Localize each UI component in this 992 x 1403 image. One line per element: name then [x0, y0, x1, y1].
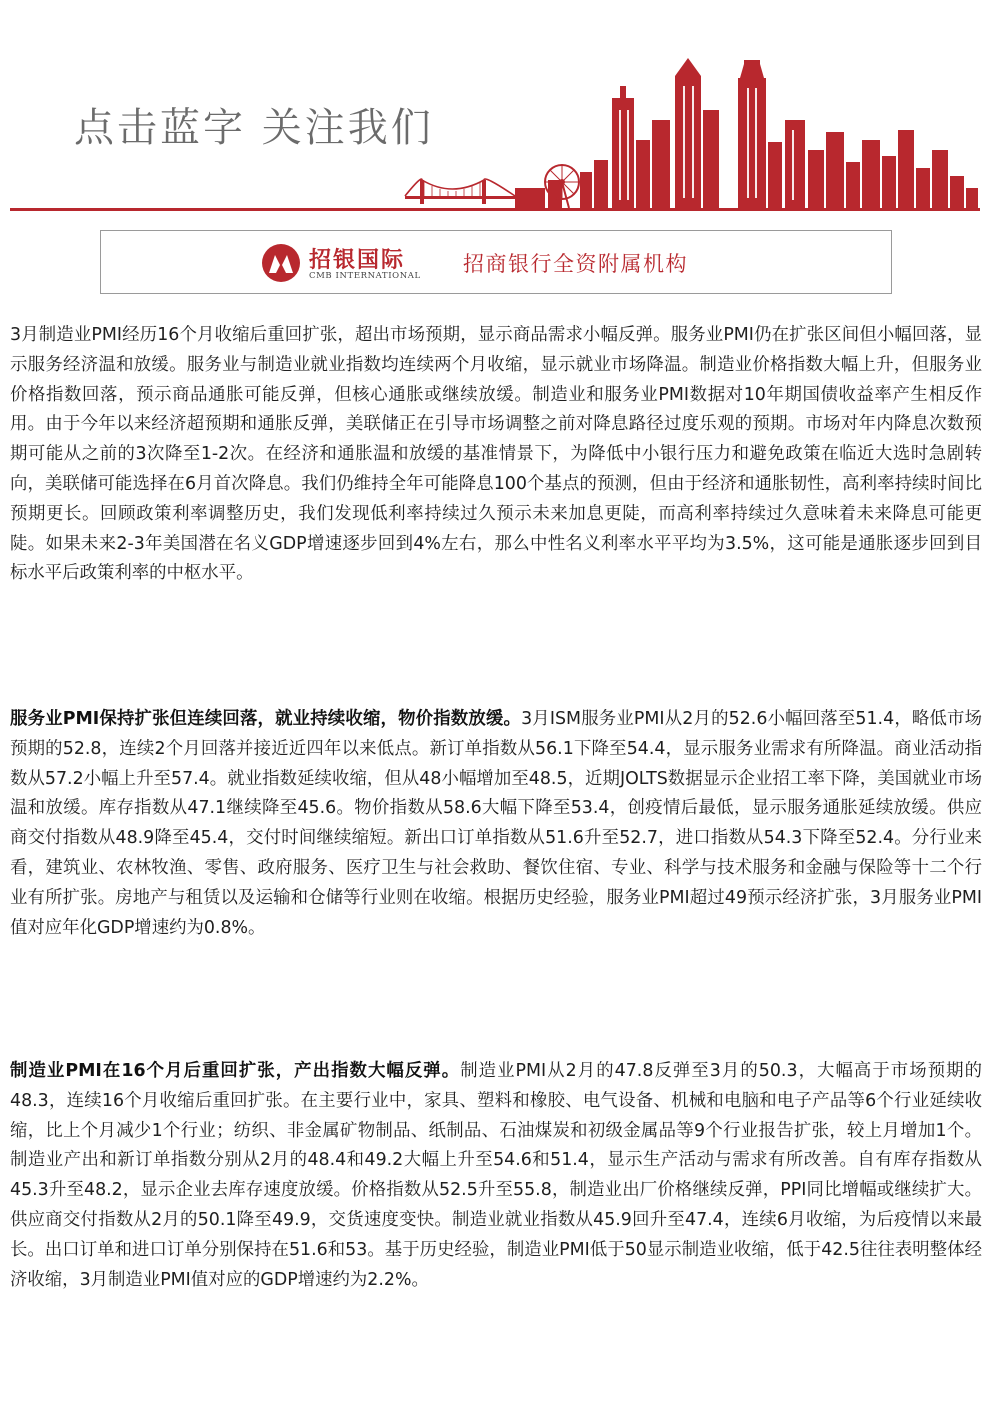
paragraph-summary: 3月制造业PMI经历16个月收缩后重回扩张，超出市场预期，显示商品需求小幅反弹。服务业PMI仍在扩张区间但小幅回落，显示服务经济温和放缓。服务业与制造业就业指数均连续两个月收缩，显示就业市场降温。制造业价格指数大幅上升，但服务业价格指数回落，预示商品通胀可能反弹，但核心通胀或继续放缓。制造业和服务业PMI数据对10年期国债收益率产生相反作用。由于今年以来经济超预期和通胀反弹，美联储正在引导市场调整之前对降息路径过度乐观的预期。市场对年内降息次数预期可能从之前的3次降至1-2次。在经济和通胀温和放缓的基准情景下，为降低中小银行压力和避免政策在临近大选时急剧转向，美联储可能选择在6月首次降息。我们仍维持全年可能降息100个基点的预测，但由于经济和通胀韧性，高利率持续时间比预期更长。回顾政策利率调整历史，我们发现低利率持续过久预示未来加息更陡，而高利率持续过久意味着未来降息可能更陡。如果未来2-3年美国潜在名义GDP增速逐步回到4%左右，那么中性名义利率水平平均为3.5%，这可能是通胀逐步回到目标水平后政策利率的中枢水平。	[10, 325, 982, 584]
body-manufacturing-pmi: 制造业PMI从2月的47.8反弹至3月的50.3，大幅高于市场预期的48.3，连续16个月收缩后重回扩张。在主要行业中，家具、塑料和橡胶、电气设备、机械和电脑和电子产品等6个行业延续收缩，比上个月减少1个行业；纺织、非金属矿物制品、纸制品、石油煤炭和初级金属品等9个行业报告扩张，较上月增加1个。制造业产出和新订单指数分别从2月的48.4和49.2大幅上升至54.6和51.4，显示生产活动与需求有所改善。自有库存指数从45.3升至48.2，显示企业去库存速度放缓。价格指数从52.5升至55.8，制造业出厂价格继续反弹，PPI同比增幅或继续扩大。供应商交付指数从2月的50.1降至49.9，交货速度变快。制造业就业指数从45.9回升至47.4，连续6月收缩，为后疫情以来最长。出口订单和进口订单分别保持在51.6和53。基于历史经验，制造业PMI低于50显示制造业收缩，低于42.5往往表明整体经济收缩，3月制造业PMI值对应的GDP增速约为2.2%。	[10, 1061, 982, 1290]
body-services-pmi: 3月ISM服务业PMI从2月的52.6小幅回落至51.4，略低市场预期的52.8，连续2个月回落并接近近四年以来低点。新订单指数从56.1下降至54.4，显示服务业需求有所降温。商业活动指数从57.2小幅上升至57.4。就业指数延续收缩，但从48小幅增加至48.5，近期JOLTS数据显示企业招工率下降，美国就业市场温和放缓。库存指数从47.1继续降至45.6。物价指数从58.6大幅下降至53.4，创疫情后最低，显示服务通胀延续放缓。供应商交付指数从48.9降至45.4，交付时间继续缩短。新出口订单指数从51.6升至52.7，进口指数从54.3下降至52.4。分行业来看，建筑业、农林牧渔、零售、政府服务、医疗卫生与社会救助、餐饮住宿、专业、科学与技术服务和金融与保险等十二个行业有所扩张。房地产与租赁以及运输和仓储等行业则在收缩。根据历史经验，服务业PMI超过49预示经济扩张，3月服务业PMI值对应年化GDP增速约为0.8%。	[10, 709, 982, 938]
cmb-logo-icon	[261, 243, 301, 283]
heading-manufacturing-pmi: 制造业PMI在16个月后重回扩张，产出指数大幅反弹。	[10, 1061, 461, 1081]
paragraph-manufacturing-pmi	[10, 1057, 982, 1295]
paragraph-services-pmi	[10, 705, 982, 943]
logo-name-en: CMB INTERNATIONAL	[309, 271, 421, 281]
logo-slogan: 招商银行全资附属机构	[463, 252, 688, 276]
bridge-illustration	[405, 179, 515, 204]
header-banner	[0, 0, 992, 215]
logo-name-cn: 招银国际	[309, 247, 406, 273]
heading-services-pmi: 服务业PMI保持扩张但连续回落，就业持续收缩，物价指数放缓。	[10, 709, 522, 729]
cmb-international-logo-banner[interactable]	[100, 230, 892, 294]
banner-title: 点击蓝字 关注我们	[74, 105, 434, 151]
